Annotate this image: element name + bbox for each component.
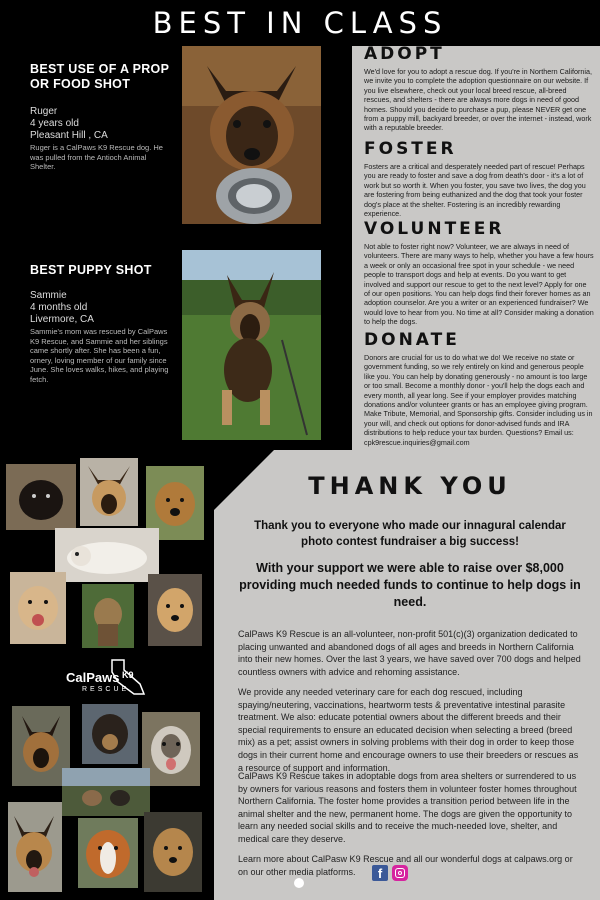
pet-location: Livermore, CA xyxy=(30,314,94,325)
pet-name: Sammie xyxy=(30,290,67,301)
section-heading: ADOPT xyxy=(364,44,445,64)
facebook-icon[interactable]: f xyxy=(372,865,388,881)
award-heading: BEST PUPPY SHOT xyxy=(30,263,152,277)
collage-photo xyxy=(8,802,62,892)
pet-description: Ruger is a CalPaws K9 Rescue dog. He was pulled from the Antioch Animal Shelter. xyxy=(30,143,163,171)
thanks-title: THANK YOU xyxy=(308,472,512,500)
section-heading: DONATE xyxy=(364,330,460,350)
section-heading: FOSTER xyxy=(364,139,457,159)
thanks-message: Thank you to everyone who made our innagural calendar photo contest fundraiser a big success! xyxy=(254,520,566,548)
pet-location: Pleasant Hill , CA xyxy=(30,130,108,141)
award-heading: BEST USE OF A PROP OR FOOD SHOT xyxy=(30,62,169,91)
section-foster xyxy=(364,139,594,218)
collage-photo xyxy=(82,584,134,648)
calpaws-logo xyxy=(60,658,150,698)
award-block-puppy xyxy=(30,263,170,384)
collage-photo xyxy=(78,818,138,888)
award-block-prop xyxy=(30,62,170,172)
collage-photo xyxy=(6,464,76,530)
page-title: BEST IN CLASS xyxy=(152,6,448,40)
collage-photo xyxy=(144,812,202,892)
collage-photo xyxy=(82,704,138,764)
pet-age: 4 years old xyxy=(30,118,79,129)
collage-photo xyxy=(10,572,66,644)
section-text: We'd love for you to adopt a rescue dog. If you're in Northern California, we invite you to complete the adoption questionnaire on our website. If you live elsewhere, check out your local breed rescue, all-breed rescues, and shelters - there are always more dogs in need of good homes. Should you decide to purchase a pup, please NEVER get one from a puppy mill, backyard breeder, or over the internet - instead, work with a reputable breeder. xyxy=(364,67,592,133)
section-adopt xyxy=(364,44,594,133)
section-heading: VOLUNTEER xyxy=(364,219,505,239)
sammie-photo xyxy=(182,250,321,440)
section-text: Donors are crucial for us to do what we do! We receive no state or government funding, so we rely entirely on kind and generous people like you. You can help by donating generously - no amount is too large or too small. Become a monthly donor - you'll help the dogs each and every month, all year long. See if your employer provides matching donations and/or volunteer grants or has an employee giving program. Make Tribute, Memorial, and Sponsorship gifts. Consider including us in your will, and check out options for donor-advised funds and IRA distributions to help reduce your tax burden. Questions? Email us: cpk9rescue.inquiries@gmail.com xyxy=(364,353,593,447)
logo-sub: RESCUE xyxy=(82,686,130,693)
section-volunteer xyxy=(364,219,594,327)
section-text: Not able to foster right now? Volunteer, we are always in need of volunteers. There are many ways to help, whether you have a few hours a week or only an occasional free spot in your schedule - we need people to transport dogs and help at events. Do you want to get involved and support our rescue to get to the next level? Apply for one of our open positions. You can help dogs find their forever homes as an adoption counselor. Are you a writer or an experienced fundraiser? We would love to hear from you. No time at all? Consider making a donation to help the dogs. xyxy=(364,242,594,327)
pet-age: 4 months old xyxy=(30,302,88,313)
collage-photo xyxy=(55,528,159,582)
collage-photo xyxy=(142,712,200,786)
instagram-icon[interactable] xyxy=(392,865,408,881)
pet-description: Sammie's mom was rescued by CalPaws K9 Rescue, and Sammie and her siblings came shortly after. She has been a fun, ornery, loving member of our family since June. She loves walks, hikes, and playing fetch. xyxy=(30,327,169,384)
pet-name: Ruger xyxy=(30,106,58,117)
page-indicator-dot[interactable] xyxy=(294,878,304,888)
fundraise-message: With your support we were able to raise over $8,000 providing much needed funds to continue to help dogs in need. xyxy=(239,561,581,609)
ruger-photo xyxy=(182,46,321,224)
about-paragraph: CalPaws K9 Rescue is an all-volunteer, non-profit 501(c)(3) organization dedicated to placing unwanted and abandoned dogs of all ages and breeds in Northern California into their new homes. Over the last 3 years, we have saved over 700 dogs and helped countless owners with advice and rehoming assistance. xyxy=(238,629,581,677)
foster-paragraph: CalPaws K9 Rescue takes in adoptable dogs from area shelters or surrendered to us by owners for various reasons and fosters them in volunteer foster homes throughout Northern California. The foster home provides a transition period between life in the animal shelter and the new, permanent home. The dogs are given the opportunity to learn any needed social skills and to receive the much-needed love, shelter, and medical care they deserve. xyxy=(238,771,577,844)
logo-k9: K9 xyxy=(122,670,134,680)
collage-photo xyxy=(80,458,138,526)
collage-photo xyxy=(62,768,150,816)
section-text: Fosters are a critical and desperately needed part of rescue! Perhaps you are ready to foster and save a dog from death's door - it's a lot of work but so worth it. When you foster, you save two lives, the dog you are fostering from being euthanized and the dog that took your foster dog's place at the shelter. Fostering is an incredibly rewarding experience. xyxy=(364,162,586,219)
learn-more-paragraph: Learn more about CalPasw K9 Rescue and all our wonderful dogs at calpaws.org or on our other media platforms. xyxy=(238,854,573,877)
section-donate xyxy=(364,330,594,447)
care-paragraph: We provide any needed veterinary care for each dog rescued, including spaying/neutering, vaccinations, heartworm tests & preventative intestinal parasite treatment. We also: educate potential owners about the different breeds and their special requirements to ensure an educated decision when selecting a breed (breed mix) as a pet; assist owners in solving problems with their dog in order to keep those dogs in their current home and encourage owners to use their breeders or rescues as a resource of support and information. xyxy=(238,687,579,773)
collage-photo xyxy=(148,574,202,646)
logo-name: CalPaws xyxy=(66,670,120,685)
